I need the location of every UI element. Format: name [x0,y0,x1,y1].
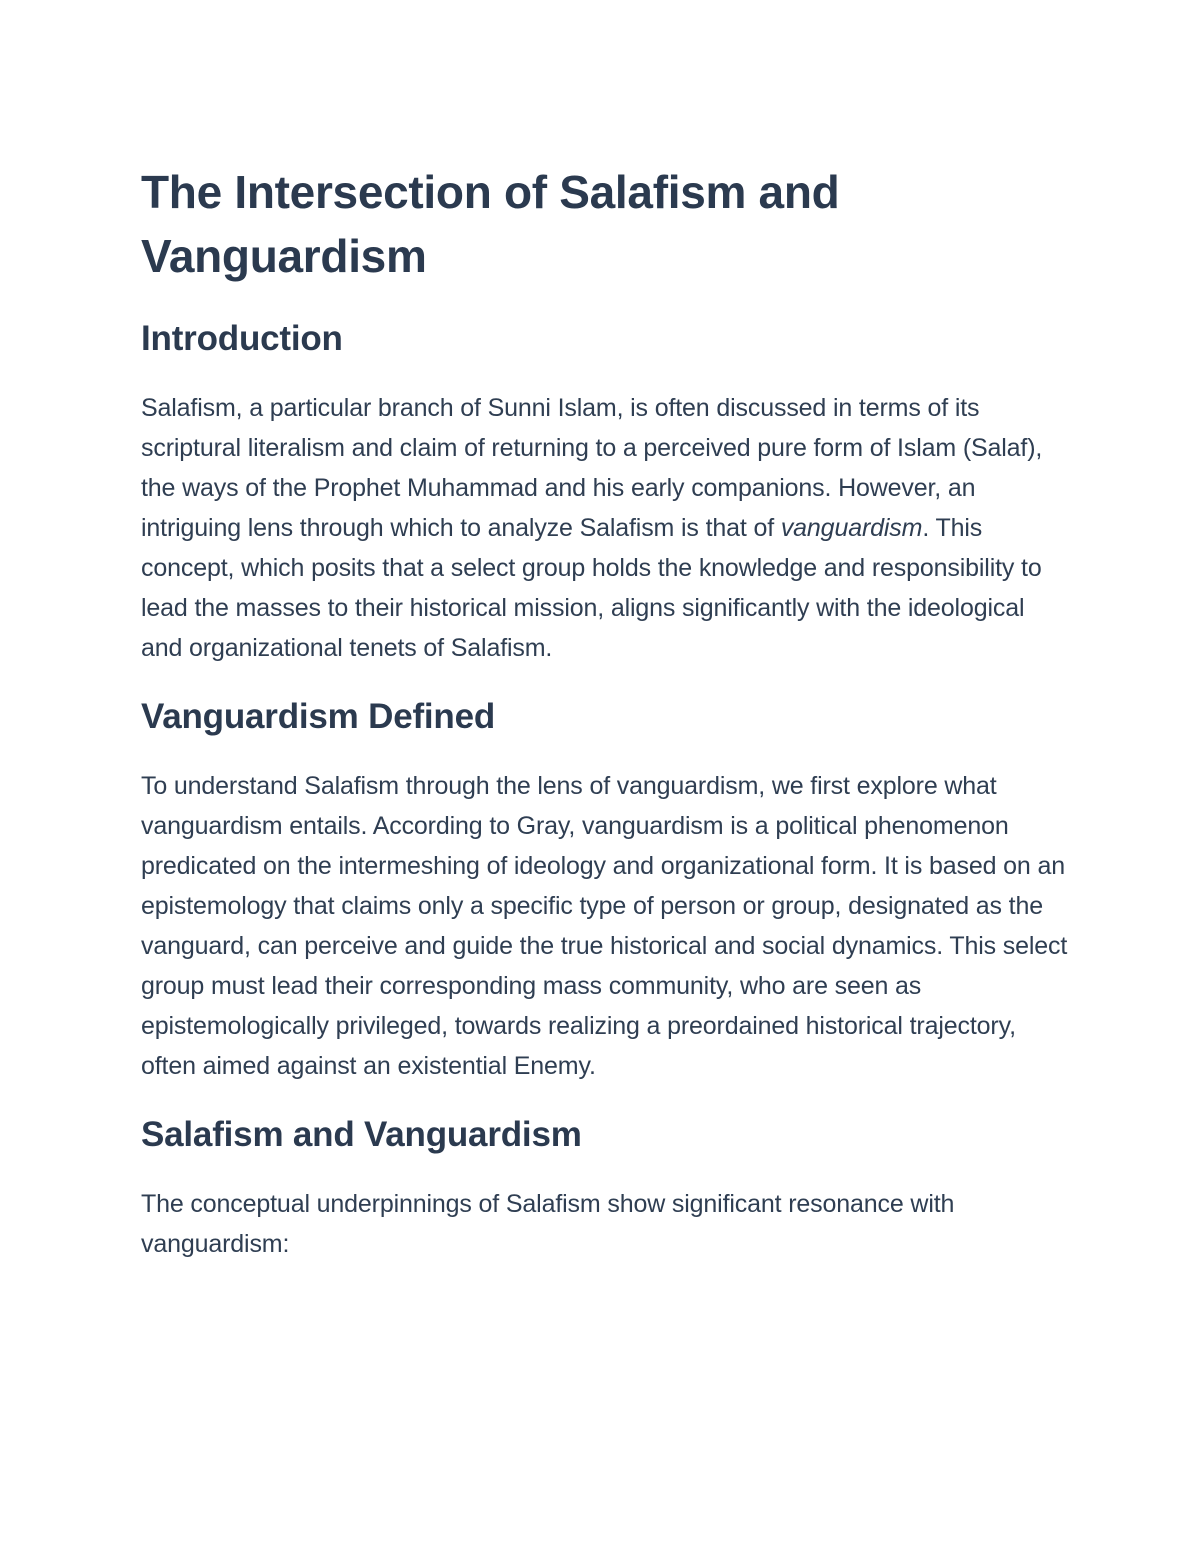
document-title: The Intersection of Salafism and Vanguardism [141,166,840,282]
introduction-paragraph [141,388,1071,668]
document-page [141,160,1071,1290]
salafism-and-vanguardism-paragraph: The conceptual underpinnings of Salafism show significant resonance with vanguardism: [141,1190,955,1258]
introduction-text-before: Salafism, a particular branch of Sunni Islam, is often discussed in terms of its scriptural literalism and claim of returning to a perceived pure form of Islam (Salaf), the ways of the Prophet Muhammad and his early companions. However, an intriguing lens through which to analyze Salafism is that of [141,394,1043,542]
introduction-emphasis: vanguardism [780,514,923,542]
section-heading-introduction: Introduction [141,319,343,358]
introduction-text-after: . This concept, which posits that a select group holds the knowledge and responsibility to lead the masses to their historical mission, aligns significantly with the ideological and organizational tenets of Salafism. [141,514,1042,662]
section-heading-vanguardism-defined: Vanguardism Defined [141,697,496,736]
vanguardism-defined-paragraph: To understand Salafism through the lens of vanguardism, we first explore what vanguardism entails. According to Gray, vanguardism is a political phenomenon predicated on the intermeshing of ideology and organizational form. It is based on an epistemology that claims only a specific type of person or group, designated as the vanguard, can perceive and guide the true historical and social dynamics. This select group must lead their corresponding mass community, who are seen as epistemologically privileged, towards realizing a preordained historical trajectory, often aimed against an existential Enemy. [141,772,1068,1080]
section-heading-salafism-and-vanguardism: Salafism and Vanguardism [141,1115,582,1154]
